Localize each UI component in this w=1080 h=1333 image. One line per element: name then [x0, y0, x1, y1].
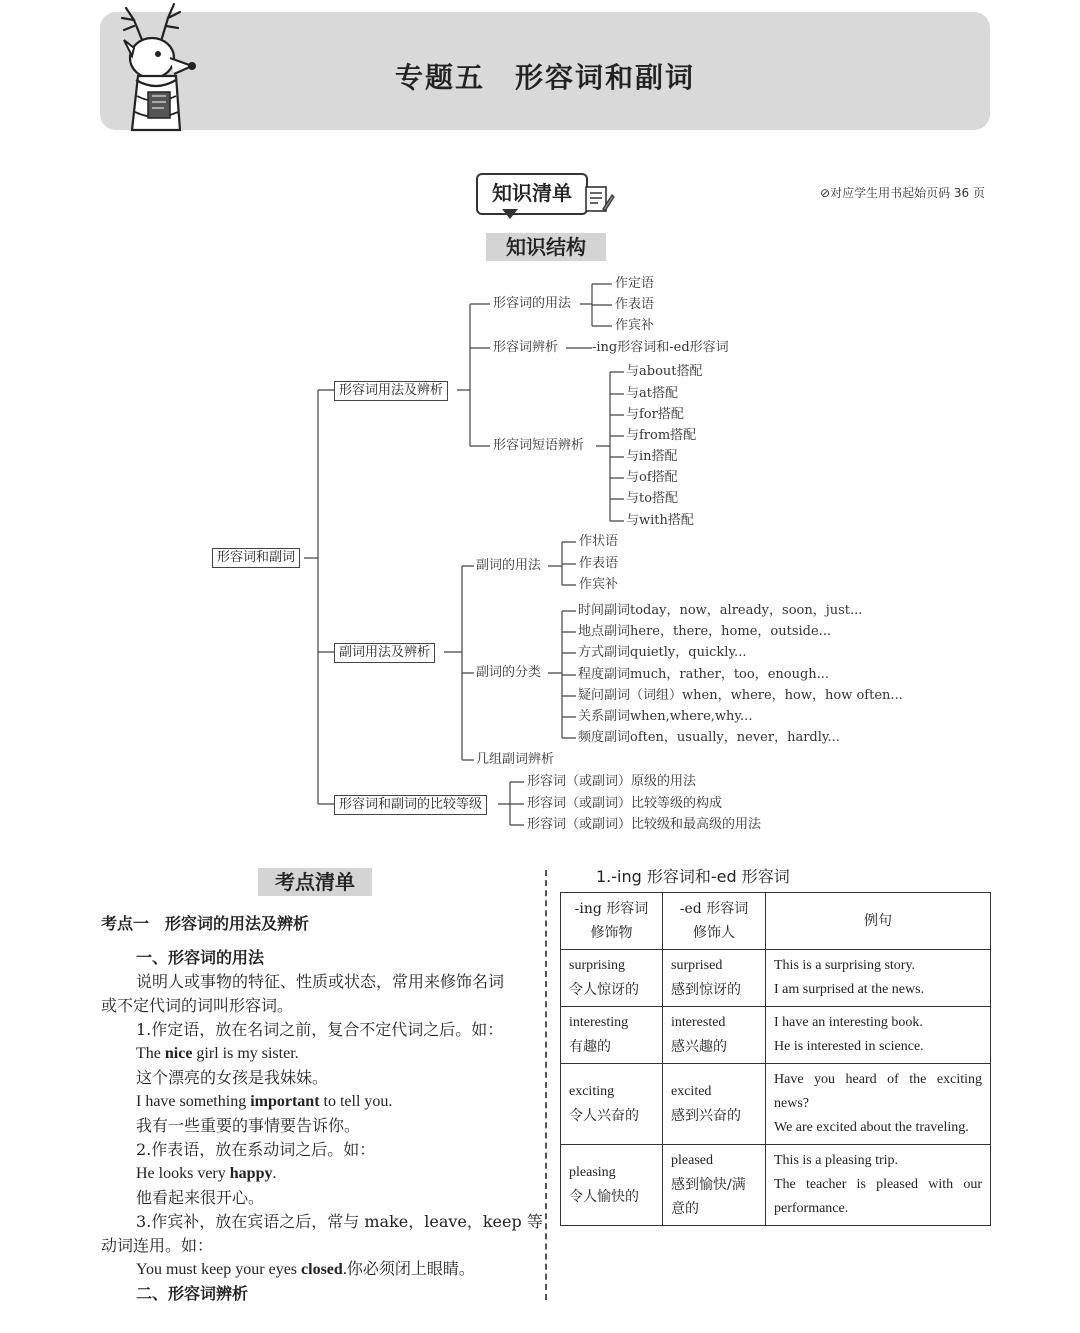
table-caption: 1.-ing 形容词和-ed 形容词	[596, 867, 790, 886]
branch-adjective: 形容词用法及辨析	[334, 381, 448, 401]
text: 令人兴奋的	[569, 1108, 639, 1124]
table-header-row	[561, 893, 991, 950]
structure-title: 知识结构	[486, 233, 606, 261]
bold-word: nice	[164, 1045, 193, 1062]
example-cell	[766, 950, 991, 1007]
leaf: 与about搭配	[626, 364, 703, 379]
leaf: 关系副词when,where,why...	[578, 709, 753, 724]
text: -ing 形容词	[574, 901, 649, 917]
ing-cell	[561, 1064, 663, 1145]
header-cell	[561, 893, 663, 950]
text: pleased	[671, 1153, 713, 1168]
text: This is a surprising story.	[774, 958, 916, 973]
knowledge-list-badge: 知识清单	[476, 173, 588, 215]
text: 修饰物	[590, 925, 633, 941]
text: 令人惊讶的	[569, 982, 639, 998]
node-adj-usage: 形容词的用法	[493, 296, 572, 311]
text: 修饰人	[693, 925, 735, 941]
exam-points-title: 考点清单	[258, 868, 372, 896]
leaf: 时间副词today，now，already，soon，just...	[578, 603, 863, 618]
text: .你必须闭上眼睛。	[342, 1261, 475, 1278]
text: interested	[671, 1015, 726, 1030]
branch-adverb: 副词用法及辨析	[334, 643, 435, 663]
page-reference-text: 对应学生用书起始页码 36 页	[830, 186, 985, 200]
text: -ed 形容词	[679, 901, 749, 917]
leaf: 频度副词often，usually，never，hardly...	[578, 730, 840, 745]
leaf: 形容词（或副词）比较级和最高级的用法	[527, 817, 762, 832]
text: interesting	[569, 1015, 629, 1030]
table-row	[561, 950, 991, 1007]
text: You must keep your eyes	[136, 1261, 302, 1278]
node-adv-groups: 几组副词辨析	[476, 752, 555, 767]
example-translation: 我有一些重要的事情要告诉你。	[136, 1116, 361, 1135]
text: 感到兴奋的	[671, 1108, 741, 1124]
leaf: 形容词（或副词）原级的用法	[527, 774, 697, 789]
chapter-title: 专题五 形容词和副词	[394, 61, 695, 94]
example-sentence	[136, 1092, 392, 1112]
leaf: 形容词（或副词）比较等级的构成	[527, 796, 723, 811]
table-row	[561, 1064, 991, 1145]
ing-cell	[561, 950, 663, 1007]
leaf: 与of搭配	[626, 470, 678, 485]
bold-word: happy	[229, 1165, 273, 1182]
section-heading: 一、形容词的用法	[136, 948, 265, 967]
leaf: 作定语	[615, 276, 655, 291]
ed-cell	[663, 950, 766, 1007]
header-cell	[663, 893, 766, 950]
text: 感兴趣的	[671, 1039, 727, 1055]
leaf: 作宾补	[579, 577, 619, 592]
rule-line: 2.作表语，放在系动词之后。如：	[136, 1140, 376, 1159]
text: surprised	[671, 958, 723, 973]
bold-word: closed	[301, 1261, 343, 1278]
text: I have something	[136, 1093, 251, 1110]
header-cell	[766, 893, 991, 950]
leaf: 程度副词much，rather，too，enough...	[578, 667, 830, 682]
example-sentence	[136, 1260, 475, 1280]
example-cell	[766, 1064, 991, 1145]
exam-point-heading: 考点一 形容词的用法及辨析	[101, 914, 310, 933]
leaf: -ing形容词和-ed形容词	[592, 340, 729, 355]
text: girl is my sister.	[192, 1045, 299, 1062]
example-cell	[766, 1145, 991, 1226]
leaf: 与for搭配	[626, 407, 684, 422]
rule-line: 1.作定语，放在名词之前，复合不定代词之后。如：	[136, 1020, 504, 1039]
text: He is interested in science.	[774, 1039, 924, 1054]
example-translation: 他看起来很开心。	[136, 1188, 265, 1207]
tree-root: 形容词和副词	[212, 548, 300, 568]
rule-line: 动词连用。如：	[101, 1236, 214, 1255]
text: .	[272, 1165, 277, 1182]
node-adv-classes: 副词的分类	[476, 665, 542, 680]
text: Have you heard of the exciting news?	[774, 1072, 982, 1111]
text: exciting	[569, 1084, 615, 1099]
leaf: 疑问副词（词组）when，where，how，how often...	[578, 688, 903, 703]
check-circle-icon: ⊘	[820, 186, 831, 200]
text: excited	[671, 1084, 712, 1099]
ed-cell	[663, 1007, 766, 1064]
text: 令人愉快的	[569, 1189, 639, 1205]
text: I am surprised at the news.	[774, 982, 925, 997]
leaf: 作表语	[615, 297, 655, 312]
node-adv-usage: 副词的用法	[476, 558, 542, 573]
example-sentence	[136, 1164, 276, 1184]
node-adj-phrases: 形容词短语辨析	[493, 438, 585, 453]
node-adj-distinguish: 形容词辨析	[493, 340, 559, 355]
leaf: 地点副词here，there，home，outside...	[578, 624, 832, 639]
text: He looks very	[136, 1165, 230, 1182]
rule-line: 3.作宾补，放在宾语之后，常与 make，leave，keep 等	[136, 1212, 543, 1231]
ing-ed-table	[560, 892, 991, 1226]
text: 有趣的	[569, 1039, 611, 1055]
section-heading: 二、形容词辨析	[136, 1284, 249, 1303]
ed-cell	[663, 1064, 766, 1145]
leaf: 与in搭配	[626, 449, 678, 464]
definition-line: 或不定代词的词叫形容词。	[101, 996, 294, 1015]
text: surprising	[569, 958, 625, 973]
text: We are excited about the traveling.	[774, 1120, 969, 1135]
leaf: 作宾补	[615, 318, 655, 333]
example-sentence	[136, 1044, 299, 1064]
table-row	[561, 1145, 991, 1226]
leaf: 与to搭配	[626, 491, 679, 506]
leaf: 方式副词quietly，quickly...	[578, 645, 747, 660]
text: The teacher is pleased with our performance.	[774, 1177, 982, 1216]
text: The	[136, 1045, 165, 1062]
example-cell	[766, 1007, 991, 1064]
text: 感到愉快/满意的	[671, 1177, 746, 1217]
ed-cell	[663, 1145, 766, 1226]
table-row	[561, 1007, 991, 1064]
example-translation: 这个漂亮的女孩是我妹妹。	[136, 1068, 329, 1087]
text: pleasing	[569, 1165, 616, 1180]
branch-comparison: 形容词和副词的比较等级	[334, 795, 487, 815]
text: 感到惊讶的	[671, 982, 741, 998]
leaf: 与with搭配	[626, 513, 694, 528]
bold-word: important	[250, 1093, 320, 1110]
leaf: 与at搭配	[626, 386, 678, 401]
text: 例句	[864, 913, 892, 929]
text: I have an interesting book.	[774, 1015, 923, 1030]
leaf: 与from搭配	[626, 428, 697, 443]
ing-cell	[561, 1007, 663, 1064]
column-divider	[545, 870, 547, 1300]
ing-cell	[561, 1145, 663, 1226]
definition-line: 说明人或事物的特征、性质或状态，常用来修饰名词	[136, 972, 505, 991]
leaf: 作状语	[579, 534, 619, 549]
leaf: 作表语	[579, 556, 619, 571]
text: This is a pleasing trip.	[774, 1153, 899, 1168]
text: to tell you.	[319, 1093, 393, 1110]
